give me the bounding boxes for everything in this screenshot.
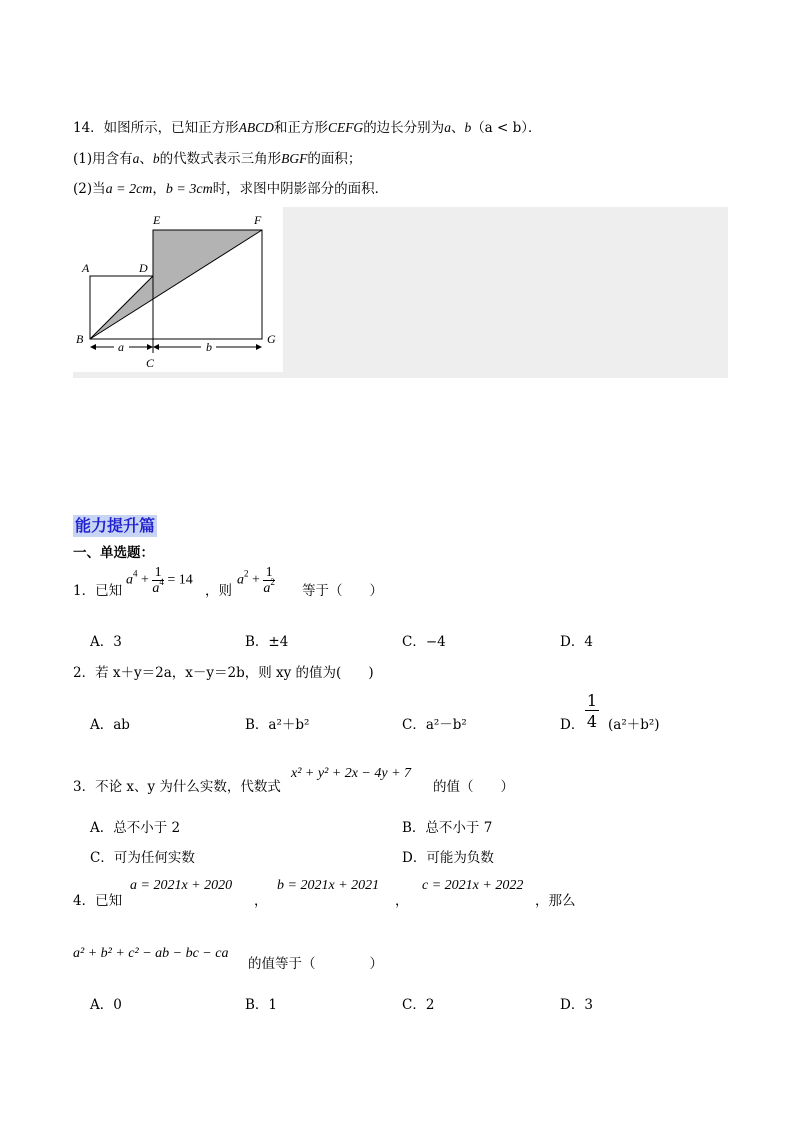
q4-sep-2: ，	[395, 893, 409, 909]
q1-option-d[interactable]: D．4	[560, 634, 593, 650]
q2-option-a[interactable]: A．ab	[90, 717, 130, 733]
q4-expr-a: a = 2021x + 2020	[130, 878, 233, 893]
abcd-label: ABCD	[238, 120, 274, 135]
q2-stem: 2．若 x＋y＝2a，x－y＝2b，则 xy 的值为( )	[73, 665, 374, 681]
label-b-point: B	[76, 332, 84, 346]
q4-option-b[interactable]: B．1	[245, 997, 278, 1013]
q1-stem-pre: 1．已知	[73, 583, 123, 599]
q4-stem-post2: 的值等于（ ）	[248, 956, 383, 972]
label-e-point: E	[153, 213, 161, 227]
q3-stem: 3．不论 x、y 为什么实数，代数式	[73, 779, 281, 795]
q4-option-c[interactable]: C．2	[402, 997, 435, 1013]
label-b-length: b	[206, 340, 212, 354]
q4-option-a[interactable]: A．0	[90, 997, 122, 1013]
q14-line3: (2)当a = 2cm，b = 3cm时，求图中阴影部分的面积．	[73, 181, 389, 197]
q4-expression: a² + b² + c² − ab − bc − ca	[73, 946, 229, 961]
q14-line2: (1)用含有a、b的代数式表示三角形BGF的面积；	[73, 151, 362, 167]
q4-stem-pre: 4．已知	[73, 893, 123, 909]
section-title: 能力提升篇	[75, 516, 156, 535]
label-f-point: F	[254, 213, 262, 227]
q3-option-d[interactable]: D．可能为负数	[402, 850, 494, 866]
q3-option-b[interactable]: B．总不小于 7	[402, 820, 493, 836]
q1-option-b[interactable]: B．±4	[245, 634, 289, 650]
q1-stem-mid: ，则	[205, 583, 232, 599]
q4-expr-c: c = 2021x + 2022	[422, 878, 524, 893]
cefg-label: CEFG	[327, 120, 364, 135]
q3-stem-post: 的值（ ）	[433, 779, 514, 795]
q1-option-a[interactable]: A．3	[90, 634, 122, 650]
q1-option-c[interactable]: C．−4	[402, 634, 446, 650]
q2-option-d-fraction: 1 4	[586, 691, 598, 731]
q2-option-b[interactable]: B．a²＋b²	[245, 717, 310, 733]
q3-expression: x² + y² + 2x − 4y + 7	[291, 766, 412, 781]
q3-option-a[interactable]: A．总不小于 2	[90, 820, 181, 836]
q4-stem-post: ，那么	[535, 893, 576, 909]
label-a-length: a	[118, 340, 124, 354]
q4-sep-1: ，	[254, 893, 268, 909]
q2-option-d-tail: (a²＋b²)	[608, 717, 660, 733]
q1-stem-post: 等于（ ）	[302, 583, 383, 599]
q1-target-expression: $a^2$ + $\frac{1}{a^2}$	[237, 565, 275, 596]
section-subhead: 一、单选题：	[73, 545, 154, 561]
label-c-point: C	[146, 356, 155, 370]
q14-line1: 14．如图所示，已知正方形ABCD和正方形CEFG的边长分别为a、b（a < b）．	[73, 120, 542, 136]
label-a-point: A	[82, 261, 90, 275]
q4-option-d[interactable]: D．3	[560, 997, 593, 1013]
label-d-point: D	[139, 261, 148, 275]
q2-option-c[interactable]: C．a²－b²	[402, 717, 467, 733]
square-figure	[73, 207, 283, 372]
label-g-point: G	[267, 332, 276, 346]
q2-option-d[interactable]: D．	[560, 717, 585, 733]
q1-given-expression: $a^4$ + $\frac{1}{a^4}$ = 14	[126, 565, 193, 596]
q4-expr-b: b = 2021x + 2021	[277, 878, 380, 893]
bgf-label: BGF	[281, 151, 308, 166]
q3-option-c[interactable]: C．可为任何实数	[90, 850, 195, 866]
